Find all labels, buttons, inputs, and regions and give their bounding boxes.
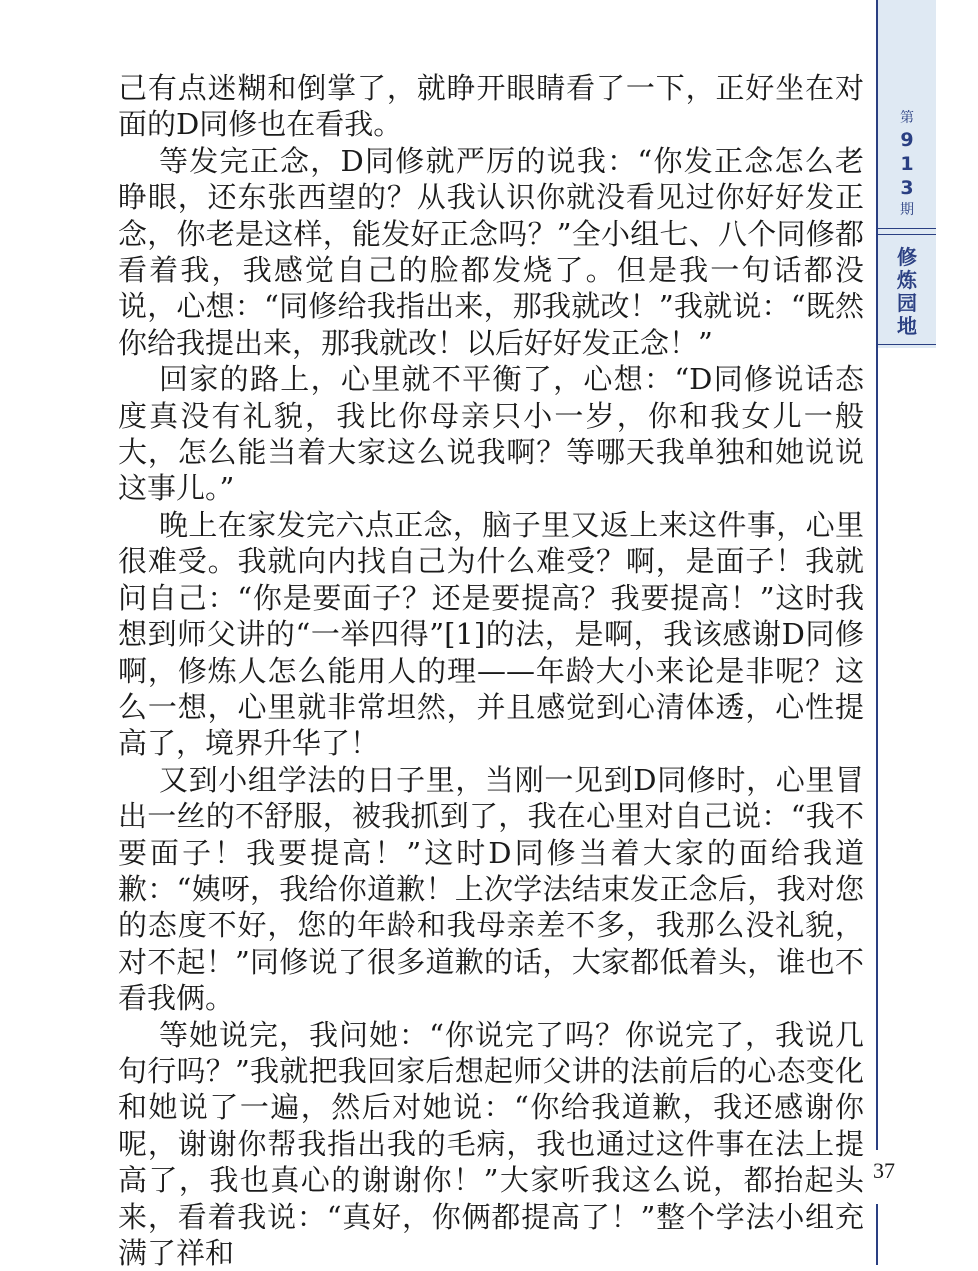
- paragraph: 回家的路上，心里就不平衡了，心想：“D同修说话态度真没有礼貌，我比你母亲只小一岁，你和我女儿一般大，怎么能当着大家这么说我啊？等哪天我单独和她说说这事儿。”: [118, 362, 864, 506]
- issue-suffix: 期: [900, 202, 914, 218]
- margin-rule-lower: [876, 1204, 878, 1265]
- issue-digit: 3: [900, 177, 914, 199]
- column-title-char: 地: [897, 314, 917, 338]
- divider: [878, 344, 936, 345]
- issue-number: [878, 108, 936, 220]
- page-number: 37: [873, 1158, 895, 1183]
- issue-digit: 1: [900, 153, 914, 175]
- issue-prefix: 第: [900, 110, 914, 126]
- divider: [878, 234, 936, 235]
- paragraph: 晚上在家发完六点正念，脑子里又返上来这件事，心里很难受。我就向内找自己为什么难受？啊，是面子！我就问自己：“你是要面子？还是要提高？我要提高！”这时我想到师父讲的“一举四得”[1]的法，是啊，我该感谢D同修啊，修炼人怎么能用人的理——年龄大小来论是非呢？这么一想，心里就非常坦然，并且感觉到心清体透，心性提高了，境界升华了！: [118, 507, 864, 761]
- margin-rule-upper: [876, 348, 878, 1150]
- paragraph: 等发完正念，D同修就严厉的说我：“你发正念怎么老睁眼，还东张西望的？从我认识你就没看见过你好好发正念，你老是这样，能发好正念吗？”全小组七、八个同修都看着我，我感觉自己的脸都发烧了。但是我一句话都没说，心想：“同修给我指出来，那我就改！”我就说：“既然你给我提出来，那我就改！以后好好发正念！”: [118, 143, 864, 360]
- body-text: [118, 70, 864, 1271]
- paragraph-continued: 己有点迷糊和倒掌了，就睁开眼睛看了一下，正好坐在对面的D同修也在看我。: [118, 71, 864, 142]
- column-title-char: 炼: [897, 268, 917, 292]
- section-side-tab: [876, 0, 936, 348]
- issue-digit: 9: [900, 129, 914, 151]
- divider: [878, 228, 936, 229]
- paragraph: 又到小组学法的日子里，当刚一见到D同修时，心里冒出一丝的不舒服，被我抓到了，我在心里对自己说：“我不要面子！我要提高！”这时D同修当着大家的面给我道歉：“姨呀，我给你道歉！上次学法结束发正念后，我对您的态度不好，您的年龄和我母亲差不多，我那么没礼貌，对不起！”同修说了很多道歉的话，大家都低着头，谁也不看我俩。: [118, 762, 864, 1016]
- column-title: [878, 246, 936, 338]
- column-title-char: 修: [897, 245, 917, 269]
- paragraph: 等她说完，我问她：“你说完了吗？你说完了，我说几句行吗？”我就把我回家后想起师父讲的法前后的心态变化和她说了一遍，然后对她说：“你给我道歉，我还感谢你呢，谢谢你帮我指出我的毛病，我也通过这件事在法上提高了，我也真心的谢谢你！”大家听我这么说，都抬起头来，看着我说：“真好，你俩都提高了！”整个学法小组充满了祥和: [118, 1017, 864, 1270]
- column-title-char: 园: [897, 291, 917, 315]
